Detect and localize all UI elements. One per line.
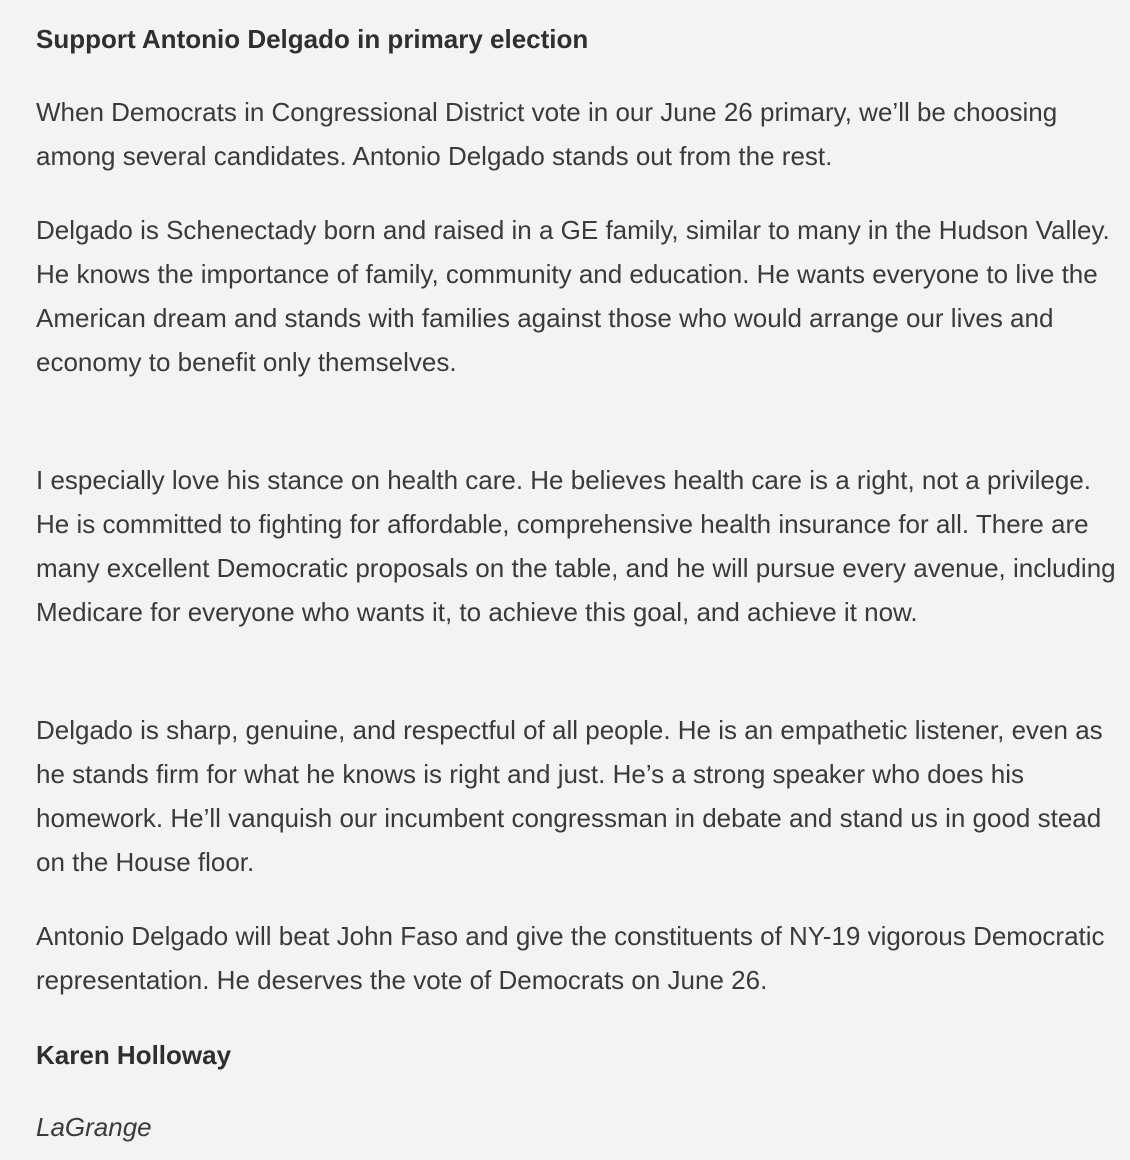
letter-paragraph: When Democrats in Congressional District vote in our June 26 primary, we’ll be choosing among several candidates. Antonio Delgado stands out from the rest. xyxy=(36,97,1058,171)
letter-paragraph: Antonio Delgado will beat John Faso and give the constituents of NY-19 vigorous Democratic representation. He deserves the vote of Democrats on June 26. xyxy=(36,921,1105,995)
letter-author: Karen Holloway xyxy=(36,1040,232,1070)
letter-paragraph: Delgado is sharp, genuine, and respectful of all people. He is an empathetic listener, even as he stands firm for what he knows is right and just. He’s a strong speaker who does his homework. He’ll vanquish our incumbent congressman in debate and stand us in good stead on the House floor. xyxy=(36,715,1103,877)
letter-paragraph: Delgado is Schenectady born and raised in a GE family, similar to many in the Hudson Valley. He knows the importance of family, community and education. He wants everyone to live the American dream and stands with families against those who would arrange our lives and economy to benefit only themselves. xyxy=(36,215,1110,377)
letter-headline: Support Antonio Delgado in primary election xyxy=(36,24,589,54)
author-location: LaGrange xyxy=(36,1112,152,1142)
letter-paragraph: I especially love his stance on health care. He believes health care is a right, not a privilege. He is committed to fighting for affordable, comprehensive health insurance for all. There are many excellent Democratic proposals on the table, and he will pursue every avenue, including Medicare for everyone who wants it, to achieve this goal, and achieve it now. xyxy=(36,465,1116,627)
